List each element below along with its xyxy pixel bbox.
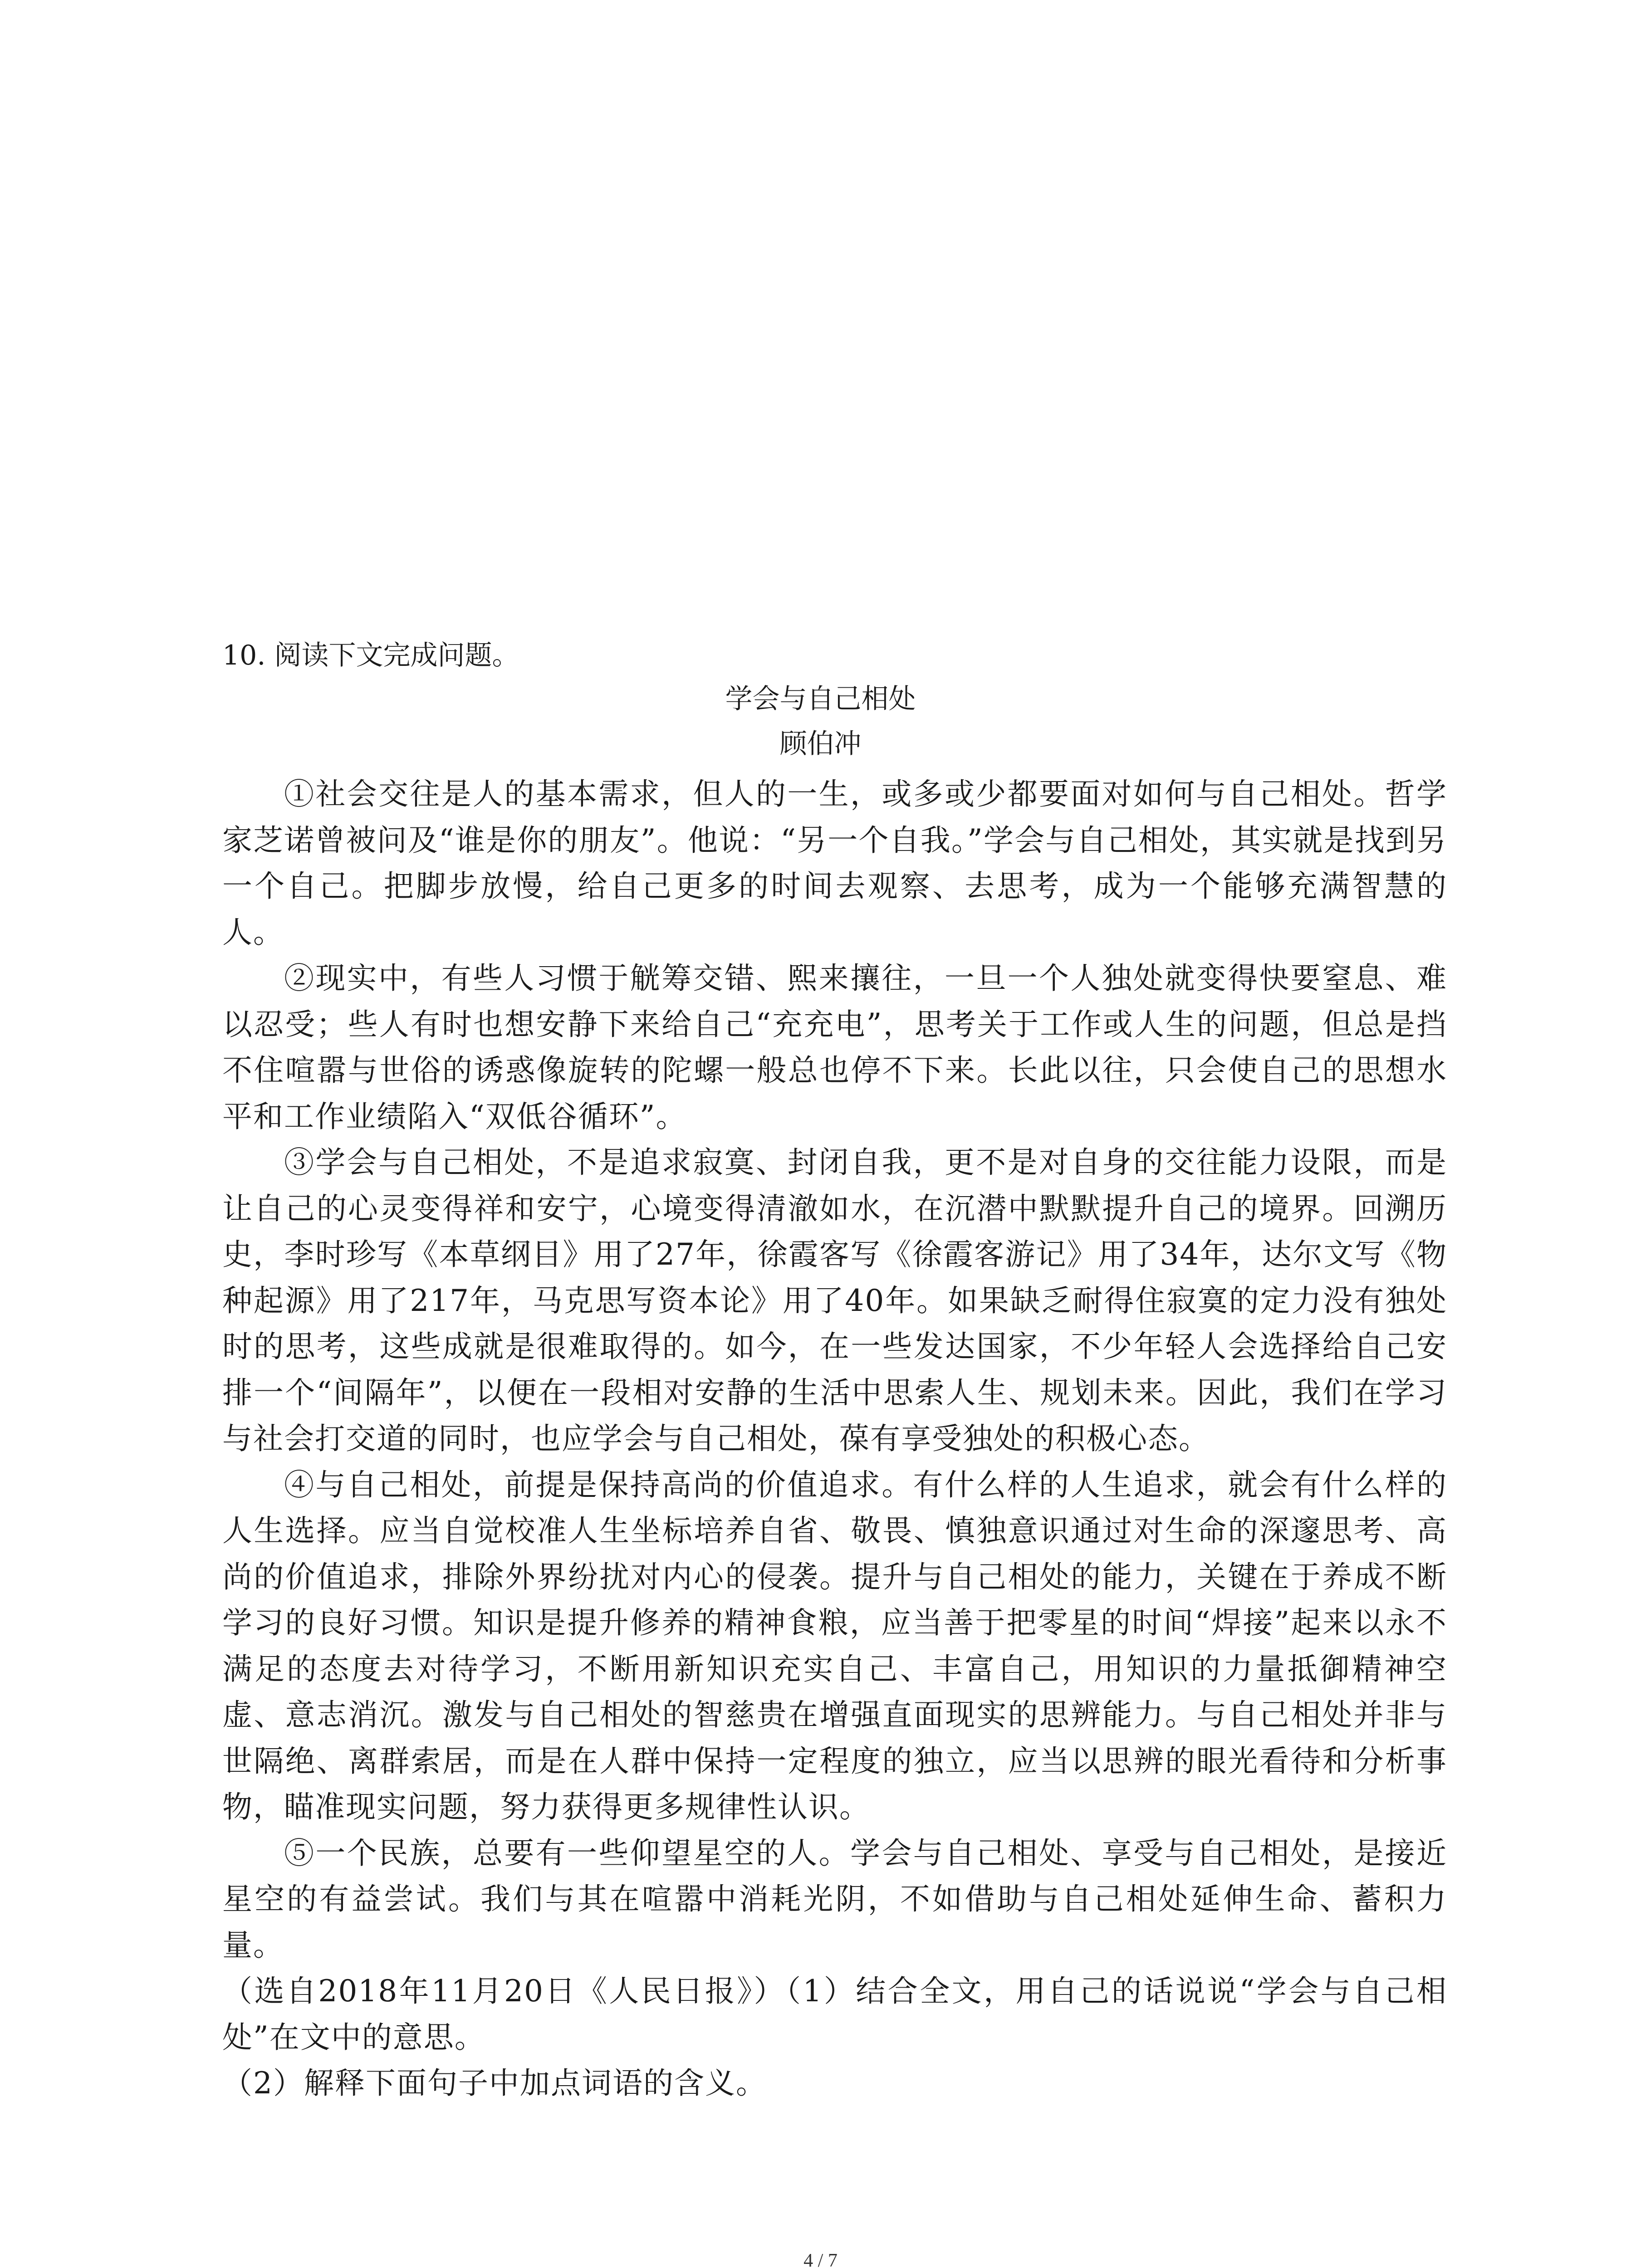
paragraph-1: ①社会交往是人的基本需求，但人的一生，或多或少都要面对如何与自己相处。哲学家芝诺曾被问及“谁是你的朋友”。他说：“另一个自我。”学会与自己相处，其实就是找到另一个自己。把脚步放慢，给自己更多的时间去观察、去思考，成为一个能够充满智慧的人。 [222, 777, 1447, 950]
source-and-question-1: （选自2018年11月20日《人民日报》）（1）结合全文，用自己的话说说“学会与自己相处”在文中的意思。 [222, 1974, 1447, 2055]
question-heading: 10. 阅读下文完成问题。 [222, 640, 519, 671]
paragraph-4: ④与自己相处，前提是保持高尚的价值追求。有什么样的人生追求，就会有什么样的人生选择。应当自觉校准人生坐标培养自省、敬畏、慎独意识通过对生命的深邃思考、高尚的价值追求，排除外界纷扰对内心的侵袭。提升与自己相处的能力，关键在于养成不断学习的良好习惯。知识是提升修养的精神食粮，应当善于把零星的时间“焊接”起来以永不满足的态度去对待学习，不断用新知识充实自己、丰富自己，用知识的力量抵御精神空虚、意志消沉。激发与自己相处的智慈贵在增强直面现实的思辨能力。与自己相处并非与世隔绝、离群索居，而是在人群中保持一定程度的独立，应当以思辨的眼光看待和分析事物，瞄准现实问题，努力获得更多规律性认识。 [222, 1467, 1447, 1824]
article-title: 学会与自己相处 [725, 683, 916, 715]
page-number: 4 / 7 [803, 2250, 838, 2268]
paragraph-2: ②现实中，有些人习惯于觥筹交错、熙来攘往，一旦一个人独处就变得快要窒息、难以忍受；些人有时也想安静下来给自己“充充电”，思考关于工作或人生的问题，但总是挡不住喧嚣与世俗的诱惑像旋转的陀螺一般总也停不下来。长此以往，只会使自己的思想水平和工作业绩陷入“双低谷循环”。 [222, 961, 1447, 1134]
paragraph-5: ⑤一个民族，总要有一些仰望星空的人。学会与自己相处、享受与自己相处，是接近星空的有益尝试。我们与其在喧嚣中消耗光阴，不如借助与自己相处延伸生命、蓄积力量。 [222, 1835, 1447, 1963]
question-2: （2）解释下面句子中加点词语的含义。 [222, 2066, 767, 2101]
article-body [222, 771, 1447, 2107]
article-author: 顾伯冲 [779, 728, 862, 760]
paragraph-3: ③学会与自己相处，不是追求寂寞、封闭自我，更不是对自身的交往能力设限，而是让自己的心灵变得祥和安宁，心境变得清澈如水，在沉潜中默默提升自己的境界。回溯历史，李时珍写《本草纲目》用了27年，徐霞客写《徐霞客游记》用了34年，达尔文写《物种起源》用了217年，马克思写资本论》用了40年。如果缺乏耐得住寂寞的定力没有独处时的思考，这些成就是很难取得的。如今，在一些发达国家，不少年轻人会选择给自己安排一个“间隔年”，以便在一段相对安静的生活中思索人生、规划未来。因此，我们在学习与社会打交道的同时，也应学会与自己相处，葆有享受独处的积极心态。 [222, 1145, 1447, 1456]
